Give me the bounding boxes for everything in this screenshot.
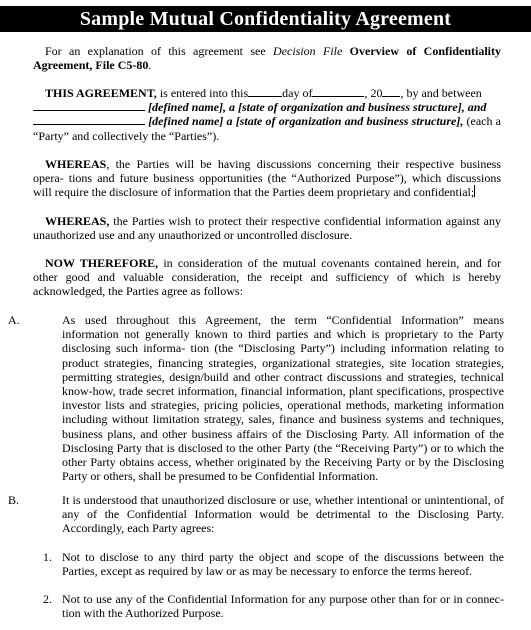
whereas-paragraph-1[interactable] (33, 157, 501, 200)
section-b-label: B. (8, 493, 20, 507)
whereas-1-text: , the Parties will be having discussions concerning their respective business opera- tions and future business opportunities (the “Authorized Purpose”), which discussions will require the disclosure of information that the Parties deem proprietary and confidential; (33, 157, 501, 200)
document-title: Sample Mutual Confidentiality Agreement (79, 8, 452, 30)
day-blank[interactable] (248, 86, 282, 97)
agreement-lead: THIS AGREEMENT, (45, 86, 157, 100)
section-a-label: A. (8, 313, 20, 327)
now-therefore-lead: NOW THEREFORE, (45, 256, 159, 270)
section-b-text[interactable]: It is understood that unauthorized disclosure or use, whether intentional or unintentional, of any of the Confidential Information would be detrimental to the Disclosing Party. Accordingly, each Party agrees: (62, 493, 504, 536)
agreement-text-5: (each a “Party” and collectively the “Parties”). (33, 114, 501, 143)
whereas-1-lead: WHEREAS (45, 157, 107, 171)
whereas-2-text: the Parties wish to protect their respective confidential information against any unauthorized use and any unauthorized or uncontrolled disclosure. (33, 214, 501, 243)
whereas-paragraph-2[interactable] (33, 214, 501, 242)
agreement-text-1: is entered into this (156, 86, 249, 100)
whereas-2-lead: WHEREAS, (45, 214, 110, 228)
sub-item-1-label: 1. (43, 550, 52, 564)
now-therefore-paragraph[interactable] (33, 256, 501, 299)
party-b-definition: [defined name] a [state of organization and business structure], (148, 114, 464, 129)
intro-ref: Decision File (273, 44, 343, 58)
text-cursor (474, 185, 475, 197)
section-a-text[interactable]: As used throughout this Agreement, the term “Confidential Information” means information not generally known to third parties and which is proprietary to the Party disclosing such informa- tion (the “Disclosing Party”) including information relating to product strategies, financing strategies, organizational strategies, site location strategies, permitting strategies, design/build and other contract discussions and strategies, technical know-how, trade secret information, financial information, plant specifications, prospective investor lists and strategies, pricing policies, operational methods, marketing information including without limitation strategy, sales, finance and business systems and techniques, business plans, and other business affairs of the Disclosing Party. All information of the Disclosing Party that is disclosed to the other Party (the “Receiving Party”) or to which the other Party obtains access, whether originated by the Receiving Party or by the Disclosing Party or others, shall be presumed to be Confidential Information. (62, 313, 504, 484)
agreement-paragraph[interactable]: THIS AGREEMENT, is entered into this day of , 20 , by and between [defined name], a [state of organization and business structure], and [defined name] a [state of organization and business structure], (each a “Party” and collectively the “Parties”). (33, 86, 501, 143)
sub-item-2-label: 2. (43, 592, 52, 606)
party-a-blank[interactable] (33, 100, 145, 111)
party-a-definition: [defined name], a [state of organization and business structure], and (148, 100, 487, 115)
now-therefore-text: in consideration of the mutual covenants contained herein, and for other good and valuable consideration, the receipt and sufficiency of which is hereby acknowledged, the Parties agree as follows: (33, 256, 501, 299)
intro-paragraph[interactable]: For an explanation of this agreement see Decision File Overview of Confidentiality Agreement, File C5-80. (33, 44, 502, 73)
sub-item-2-text[interactable]: Not to use any of the Confidential Information for any purpose other than for or in connec- tion with the Authorized Purpose. (62, 592, 504, 621)
intro-text-1: For an explanation of this agreement see (45, 44, 273, 58)
party-b-blank[interactable] (33, 114, 145, 125)
sub-item-1-text[interactable]: Not to disclose to any third party the object and scope of the discussions between the Parties, except as required by law or as may be necessary to enforce the terms hereof. (62, 550, 504, 579)
year-blank[interactable] (382, 86, 400, 97)
month-blank[interactable] (312, 86, 364, 97)
intro-doc-title: Overview of Confidentiality Agreement, File C5-80 (33, 44, 502, 73)
